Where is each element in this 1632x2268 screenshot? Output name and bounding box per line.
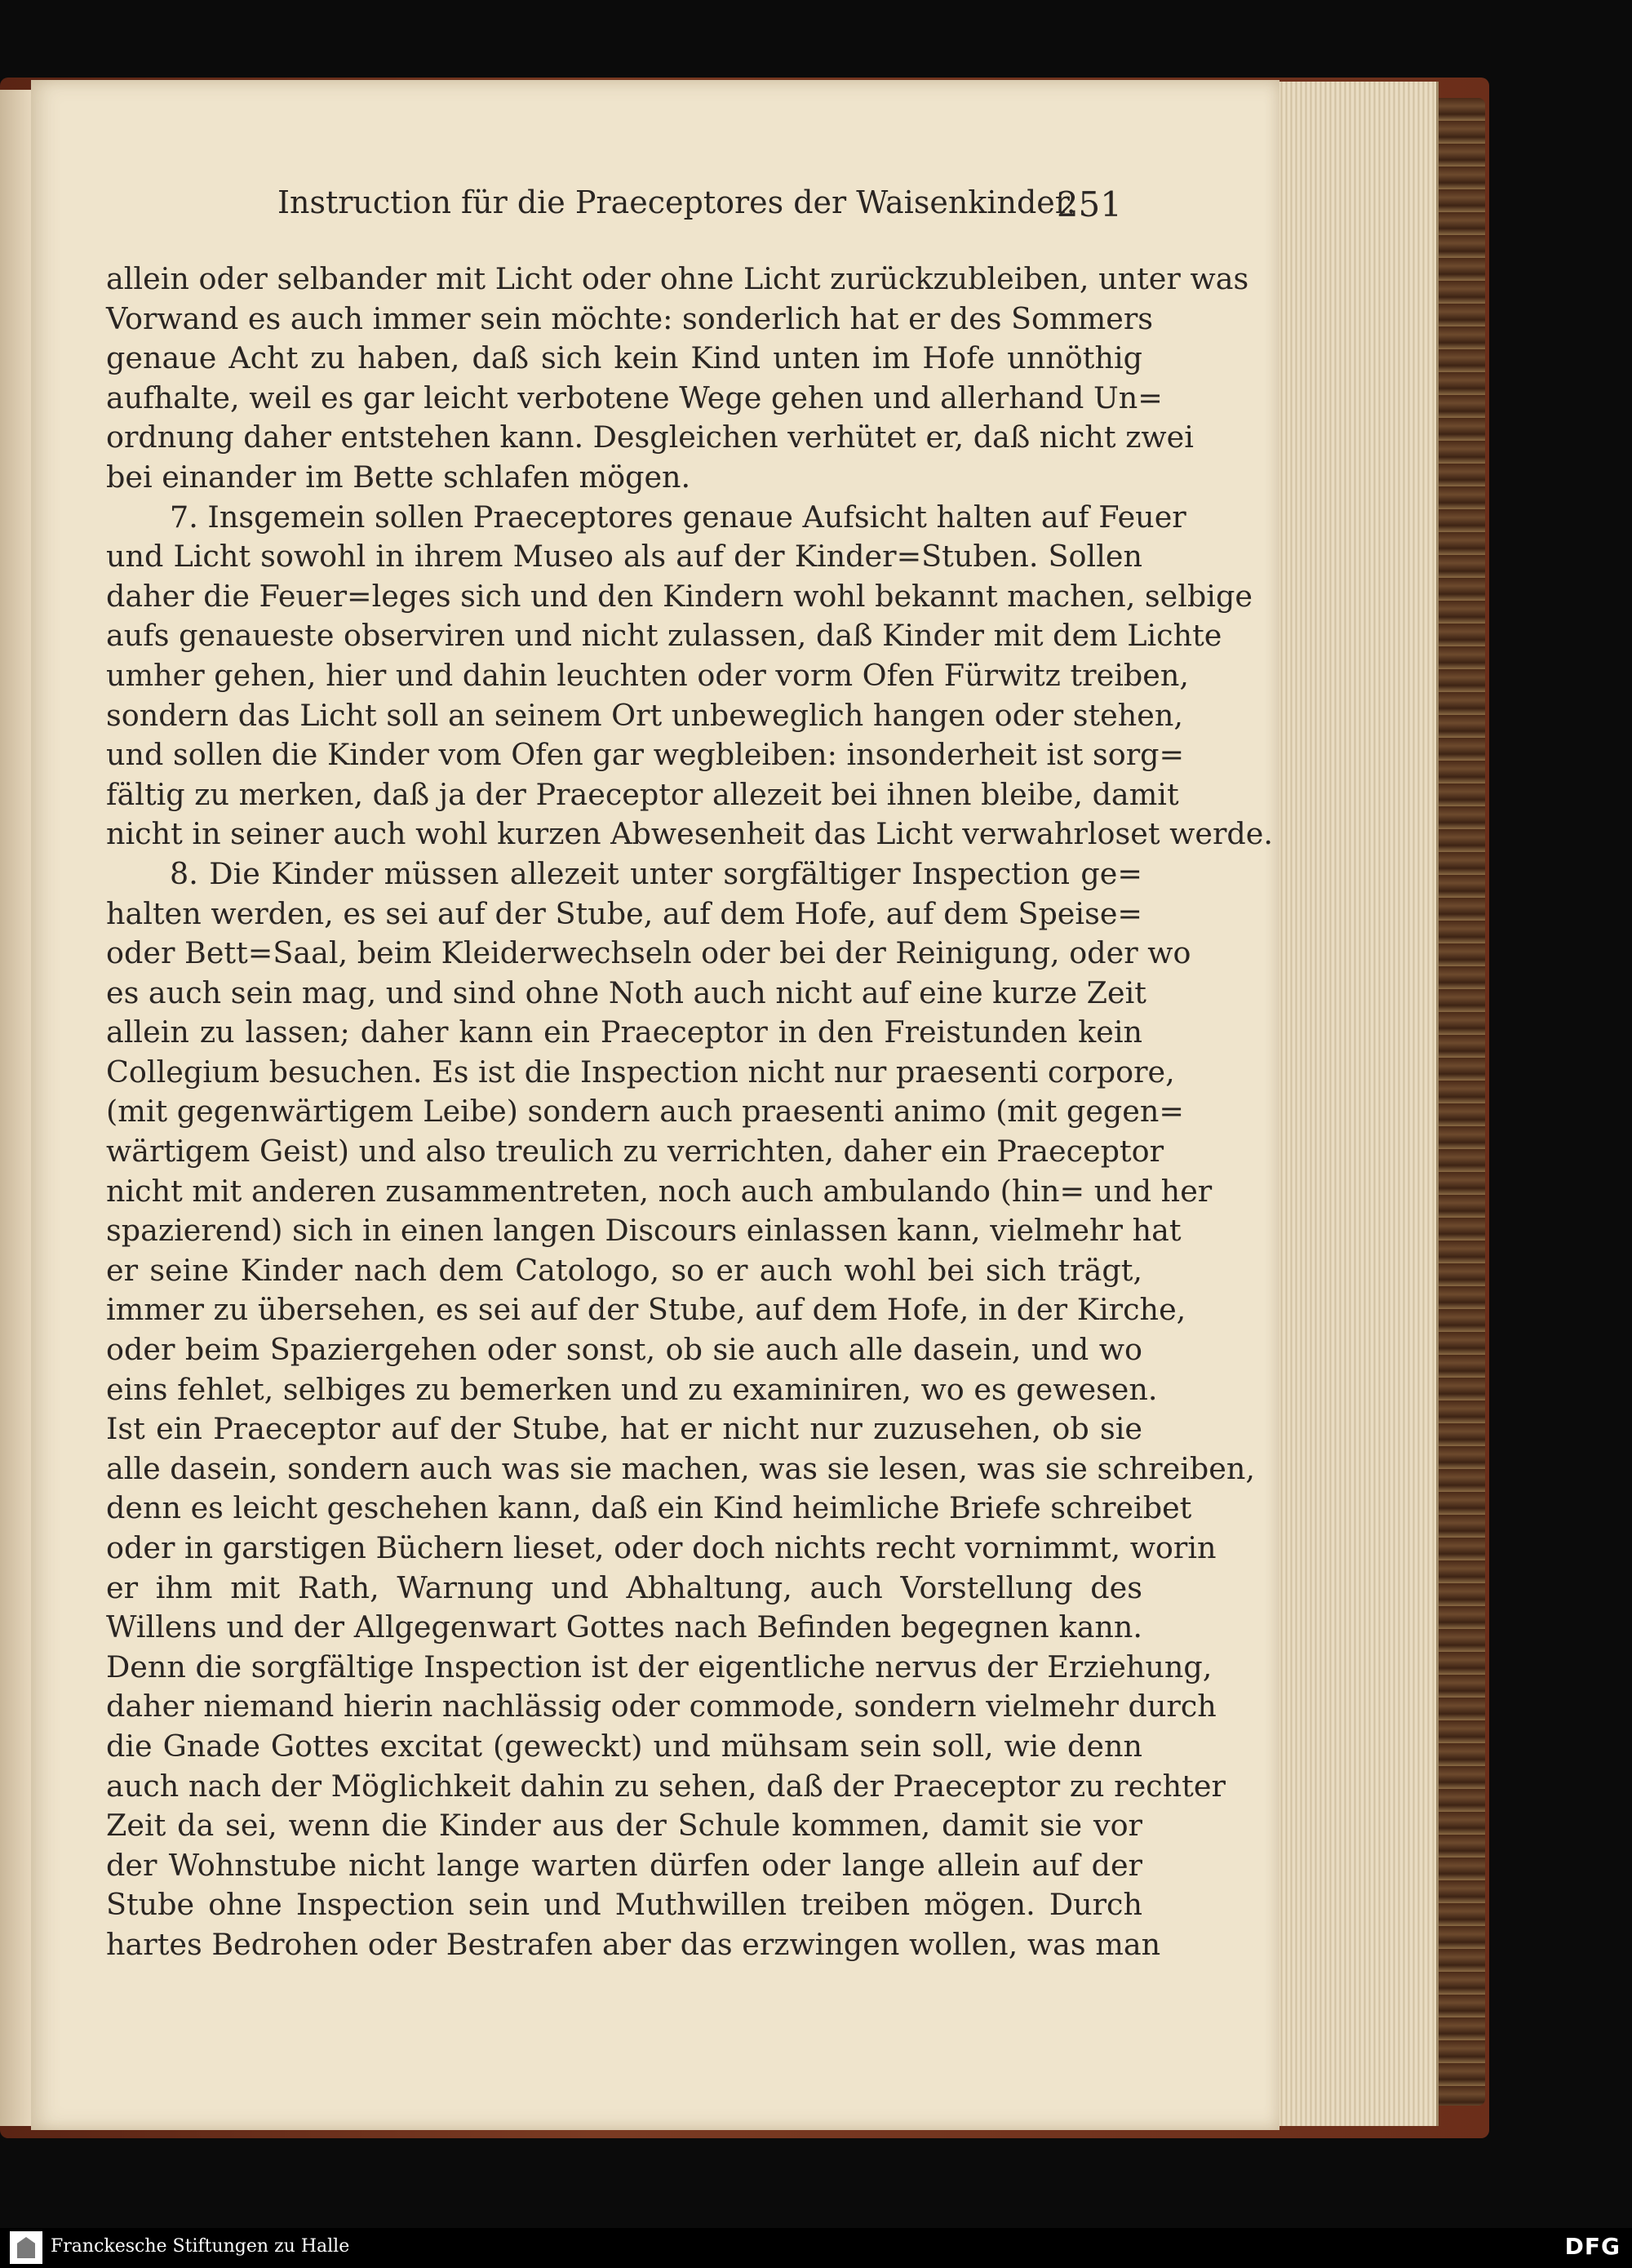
text-line: hartes Bedrohen oder Bestrafen aber das erzwingen wollen, was man — [106, 1926, 1161, 1962]
page-number: 251 — [1056, 184, 1122, 224]
text-line: eins fehlet, selbiges zu bemerken und zu examiniren, wo es gewesen. — [106, 1371, 1158, 1407]
dfg-logo: DFG — [1564, 2233, 1621, 2260]
text-line: die Gnade Gottes excitat (geweckt) und mühsam sein soll, wie denn — [106, 1728, 1142, 1764]
text-line: daher die Feuer=leges sich und den Kindern wohl bekannt machen, selbige — [106, 578, 1253, 614]
text-line: Denn die sorgfältige Inspection ist der eigentliche nervus der Erziehung, — [106, 1649, 1213, 1684]
text-line: (mit gegenwärtigem Leibe) sondern auch praesenti animo (mit gegen= — [106, 1094, 1184, 1130]
text-line: wärtigem Geist) und also treulich zu verrichten, daher ein Praeceptor — [106, 1134, 1164, 1170]
text-line: halten werden, es sei auf der Stube, auf dem Hofe, auf dem Speise= — [106, 895, 1142, 931]
text-line: oder Bett=Saal, beim Kleiderwechseln oder bei der Reinigung, oder wo — [106, 935, 1191, 971]
text-line: und Licht sowohl in ihrem Museo als auf der Kinder=Stuben. Sollen — [106, 539, 1142, 575]
text-line: 8. Die Kinder müssen allezeit unter sorgfältiger Inspection ge= — [170, 855, 1142, 891]
text-line: Willens und der Allgegenwart Gottes nach Befinden begegnen kann. — [106, 1609, 1142, 1645]
text-line: immer zu übersehen, es sei auf der Stube, auf dem Hofe, in der Kirche, — [106, 1292, 1186, 1328]
text-line: nicht in seiner auch wohl kurzen Abwesenheit das Licht verwahrloset werde. — [106, 816, 1273, 852]
text-line: genaue Acht zu haben, daß sich kein Kind unten im Hofe unnöthig — [106, 340, 1142, 376]
page-stack-edges — [1273, 82, 1439, 2126]
text-line: oder in garstigen Büchern lieset, oder doch nichts recht vornimmt, worin — [106, 1530, 1217, 1565]
running-title: Instruction für die Praeceptores der Waisenkinder. — [277, 184, 1076, 220]
text-line: denn es leicht geschehen kann, daß ein Kind heimliche Briefe schreibet — [106, 1490, 1192, 1526]
text-line: Stube ohne Inspection sein und Muthwillen treiben mögen. Durch — [106, 1887, 1142, 1923]
text-line: spazierend) sich in einen langen Discours einlassen kann, vielmehr hat — [106, 1213, 1182, 1249]
text-line: Vorwand es auch immer sein möchte: sonderlich hat er des Sommers — [106, 300, 1154, 336]
text-line: daher niemand hierin nachlässig oder commode, sondern vielmehr durch — [106, 1689, 1217, 1724]
text-line: aufs genaueste observiren und nicht zulassen, daß Kinder mit dem Lichte — [106, 618, 1222, 654]
text-line: auch nach der Möglichkeit dahin zu sehen, daß der Praeceptor zu rechter — [106, 1768, 1226, 1804]
body-text — [106, 260, 1273, 1965]
text-line: er seine Kinder nach dem Catologo, so er auch wohl bei sich trägt, — [106, 1252, 1142, 1288]
text-line: umher gehen, hier und dahin leuchten oder vorm Ofen Fürwitz treiben, — [106, 657, 1189, 693]
text-line: der Wohnstube nicht lange warten dürfen oder lange allein auf der — [106, 1847, 1142, 1883]
text-line: Zeit da sei, wenn die Kinder aus der Schule kommen, damit sie vor — [106, 1808, 1142, 1844]
text-line: fältig zu merken, daß ja der Praeceptor allezeit bei ihnen bleibe, damit — [106, 776, 1179, 812]
footer-bar — [0, 2228, 1632, 2268]
page-header — [106, 184, 1142, 233]
previous-page-edge — [0, 90, 33, 2126]
text-line: es auch sein mag, und sind ohne Noth auch nicht auf eine kurze Zeit — [106, 974, 1146, 1010]
library-name: Franckesche Stiftungen zu Halle — [51, 2236, 350, 2257]
text-line: Collegium besuchen. Es ist die Inspection nicht nur praesenti corpore, — [106, 1054, 1175, 1090]
text-line: sondern das Licht soll an seinem Ort unbeweglich hangen oder stehen, — [106, 697, 1183, 733]
text-line: nicht mit anderen zusammentreten, noch auch ambulando (hin= und her — [106, 1173, 1213, 1209]
text-line: 7. Insgemein sollen Praeceptores genaue Aufsicht halten auf Feuer — [170, 499, 1186, 535]
text-line: aufhalte, weil es gar leicht verbotene Wege gehen und allerhand Un= — [106, 379, 1163, 415]
text-line: allein oder selbander mit Licht oder ohne Licht zurückzubleiben, unter was — [106, 261, 1249, 296]
text-line: ordnung daher entstehen kann. Desgleichen verhütet er, daß nicht zwei — [106, 419, 1194, 455]
text-line: allein zu lassen; daher kann ein Praeceptor in den Freistunden kein — [106, 1014, 1142, 1050]
library-logo-icon — [10, 2231, 42, 2264]
text-line: oder beim Spaziergehen oder sonst, ob sie auch alle dasein, und wo — [106, 1332, 1142, 1368]
text-line: bei einander im Bette schlafen mögen. — [106, 459, 691, 495]
text-line: er ihm mit Rath, Warnung und Abhaltung, auch Vorstellung des — [106, 1569, 1142, 1605]
text-line: und sollen die Kinder vom Ofen gar wegbleiben: insonderheit ist sorg= — [106, 737, 1185, 773]
text-line: Ist ein Praeceptor auf der Stube, hat er nicht nur zuzusehen, ob sie — [106, 1411, 1142, 1447]
text-line: alle dasein, sondern auch was sie machen, was sie lesen, was sie schreiben, — [106, 1450, 1255, 1486]
